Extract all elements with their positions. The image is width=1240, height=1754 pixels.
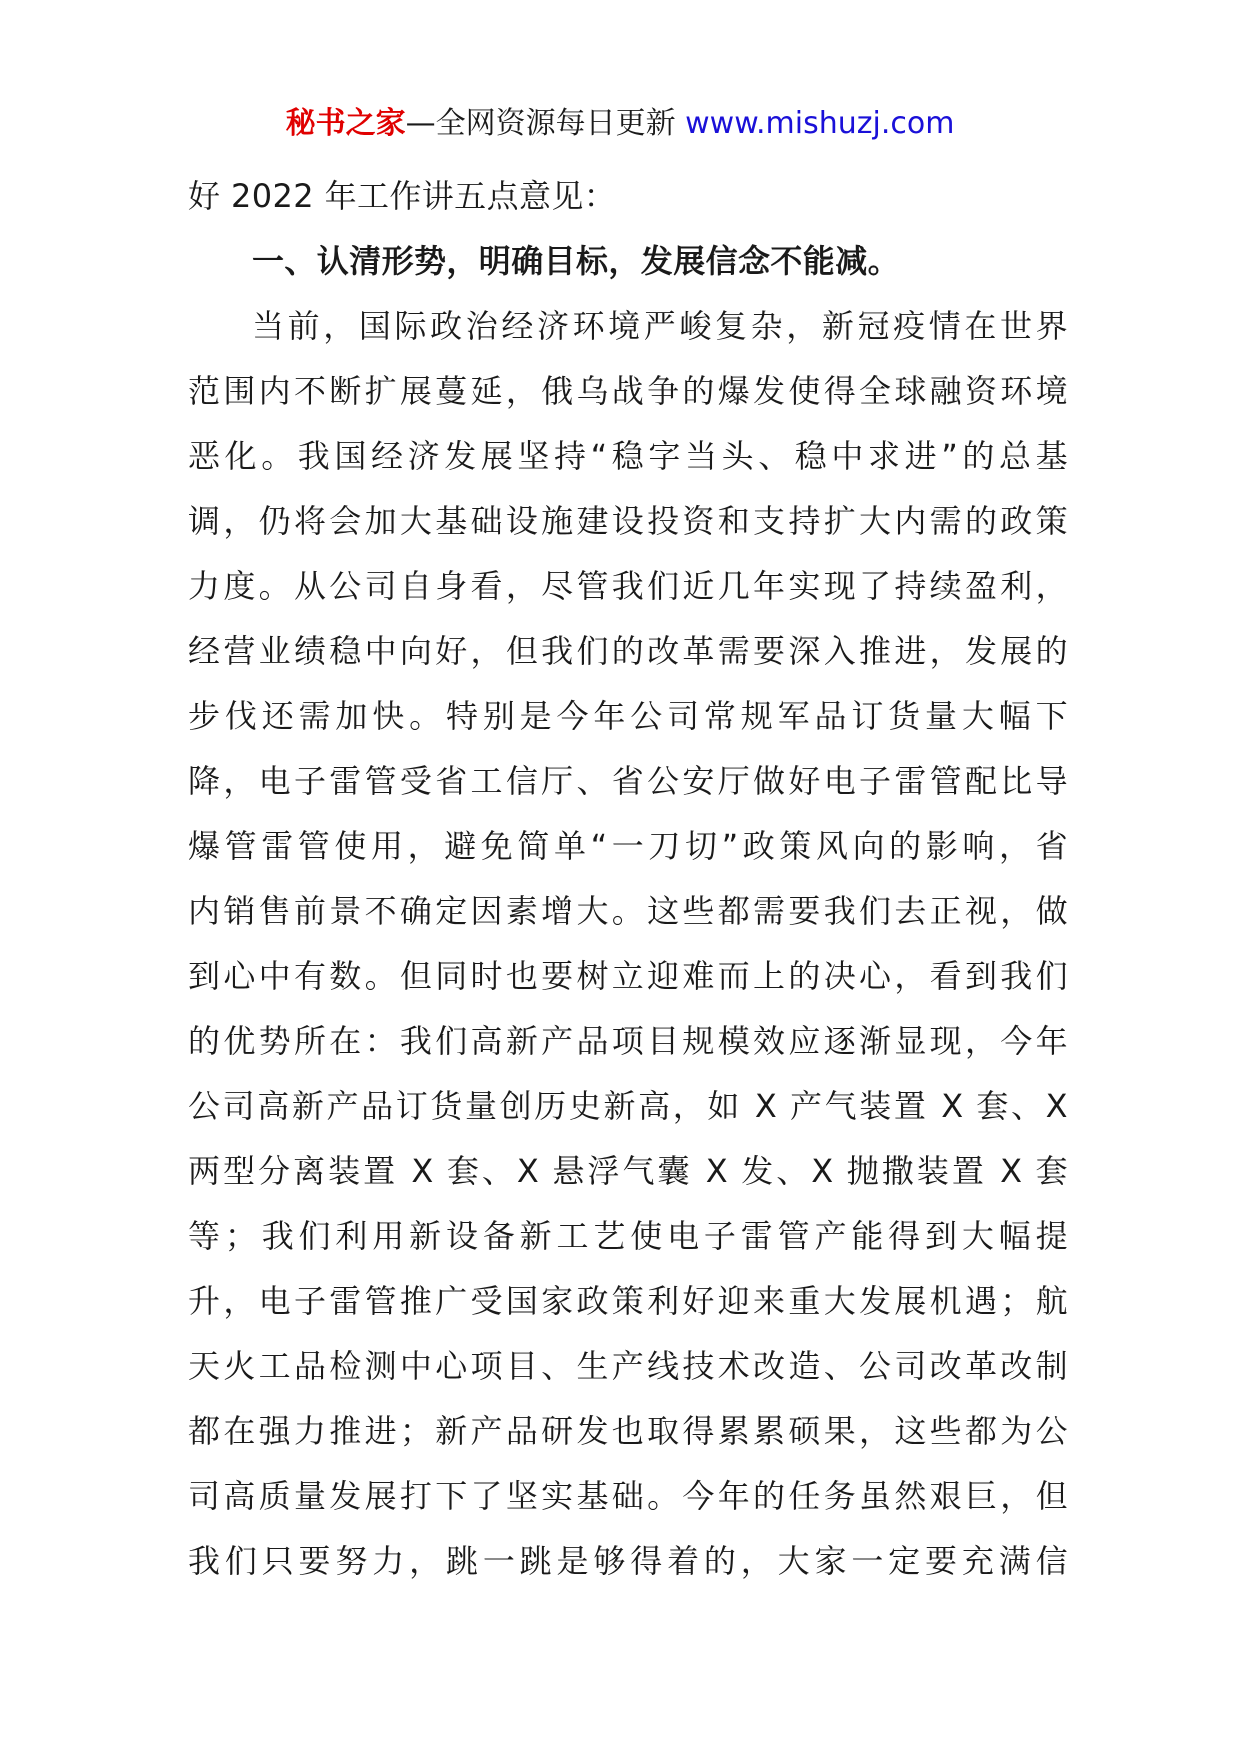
text-line: 等；我们利用新设备新工艺使电子雷管产能得到大幅提 xyxy=(188,1217,1068,1255)
text-line: 调，仍将会加大基础设施建设投资和支持扩大内需的政策 xyxy=(188,502,1068,540)
text-line: 都在强力推进；新产品研发也取得累累硕果，这些都为公 xyxy=(188,1412,1068,1450)
text-line: 降，电子雷管受省工信厅、省公安厅做好电子雷管配比导 xyxy=(188,762,1068,800)
page-header xyxy=(0,102,1240,146)
text-line: 天火工品检测中心项目、生产线技术改造、公司改革改制 xyxy=(188,1347,1068,1385)
brand-name: 秘书之家 xyxy=(285,106,406,141)
text-line: 爆管雷管使用，避免简单“一刀切”政策风向的影响，省 xyxy=(188,827,1068,865)
site-url-link[interactable]: www.mishuzj.com xyxy=(685,106,955,141)
text-line: 好 2022 年工作讲五点意见： xyxy=(188,177,617,215)
text-line: 内销售前景不确定因素增大。这些都需要我们去正视，做 xyxy=(188,892,1068,930)
text-line: 恶化。我国经济发展坚持“稳字当头、稳中求进”的总基 xyxy=(188,437,1068,475)
text-line: 两型分离装置 X 套、X 悬浮气囊 X 发、X 抛撒装置 X 套 xyxy=(188,1152,1068,1190)
text-line: 公司高新产品订货量创历史新高，如 X 产气装置 X 套、X xyxy=(188,1087,1068,1125)
document-body xyxy=(188,164,1068,1594)
text-line: 力度。从公司自身看，尽管我们近几年实现了持续盈利， xyxy=(188,567,1068,605)
text-line: 范围内不断扩展蔓延，俄乌战争的爆发使得全球融资环境 xyxy=(188,372,1068,410)
text-line: 我们只要努力，跳一跳是够得着的，大家一定要充满信 xyxy=(188,1542,1068,1580)
section-heading: 一、认清形势，明确目标，发展信念不能减。 xyxy=(252,242,901,280)
text-line: 到心中有数。但同时也要树立迎难而上的决心，看到我们 xyxy=(188,957,1068,995)
text-line: 当前，国际政治经济环境严峻复杂，新冠疫情在世界 xyxy=(252,307,1068,345)
text-line: 升，电子雷管推广受国家政策利好迎来重大发展机遇；航 xyxy=(188,1282,1068,1320)
text-line: 的优势所在：我们高新产品项目规模效应逐渐显现，今年 xyxy=(188,1022,1068,1060)
header-tagline: —全网资源每日更新 xyxy=(405,106,676,141)
text-line: 司高质量发展打下了坚实基础。今年的任务虽然艰巨，但 xyxy=(188,1477,1068,1515)
text-line: 步伐还需加快。特别是今年公司常规军品订货量大幅下 xyxy=(188,697,1068,735)
text-line: 经营业绩稳中向好，但我们的改革需要深入推进，发展的 xyxy=(188,632,1068,670)
